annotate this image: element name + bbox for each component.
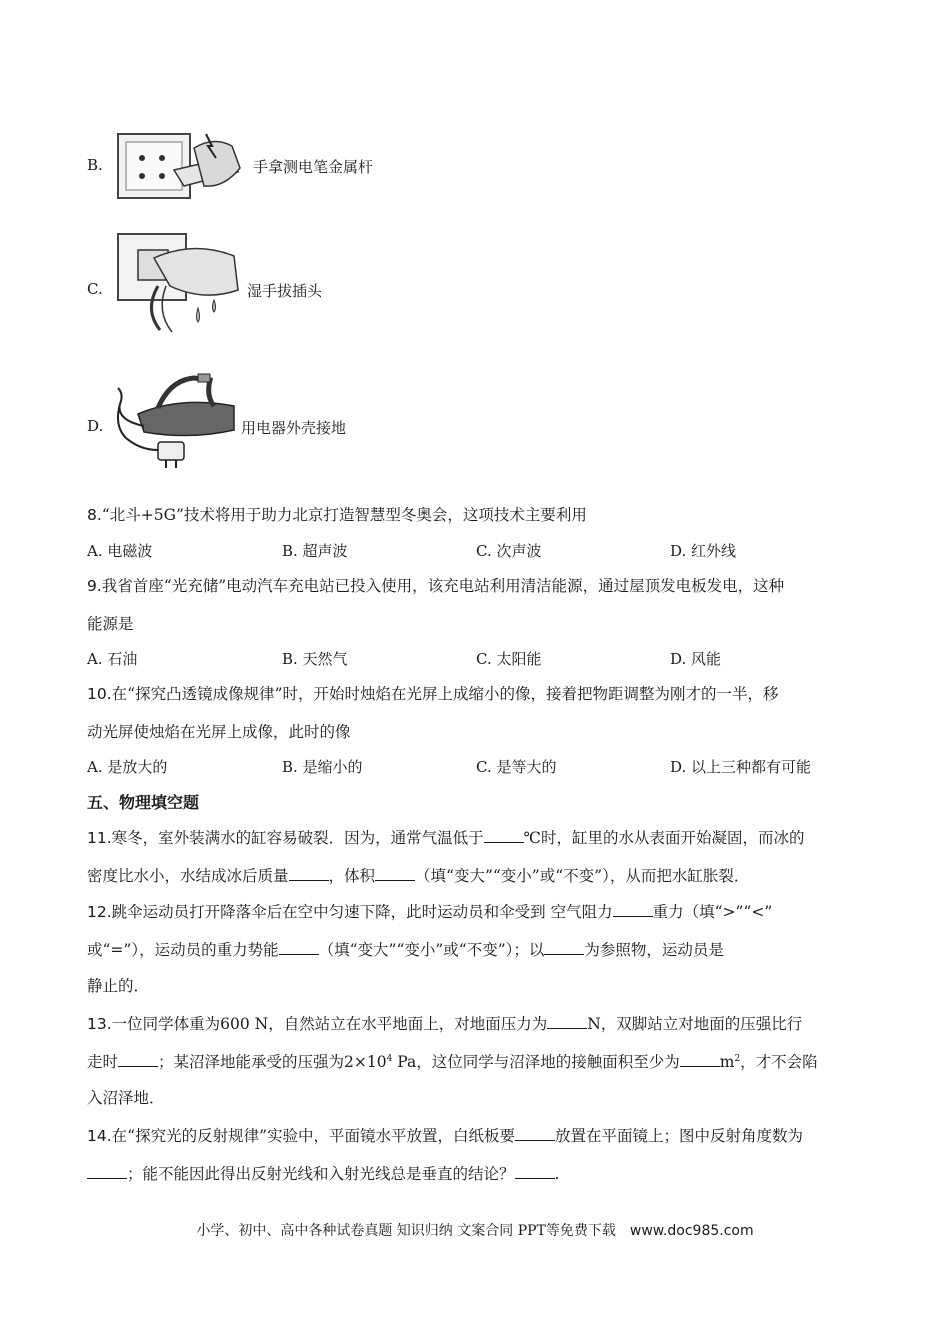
choice-c: C. 次声波: [476, 542, 542, 560]
answer-blank[interactable]: [289, 866, 329, 881]
tester-on-socket-icon: [114, 128, 244, 204]
option-b-text: 手拿测电笔金属杆: [253, 158, 374, 176]
answer-blank[interactable]: [544, 940, 584, 955]
page-footer: [0, 1220, 950, 1240]
answer-blank[interactable]: [484, 828, 524, 843]
question-9-line-2: 能源是: [87, 615, 134, 633]
question-12-line-2: 或“=”），运动员的重力势能 （填“变大”“变小”或“不变”）；以 为参照物，运动员是: [87, 941, 724, 959]
question-13-line-1: 13.一位同学体重为600 N，自然站立在水平地面上，对地面压力为 N，双脚站立对地面的压强比行: [87, 1015, 803, 1033]
question-13-line-2: 走时 ；某沼泽地能承受的压强为$2\times 10^4$ Pa，这位同学与沼泽地的接触面积至少为 $m^2$，才不会陷: [87, 1053, 818, 1071]
choice-b: B. 超声波: [282, 542, 348, 560]
choice-a: A. 是放大的: [87, 758, 168, 776]
answer-blank[interactable]: [118, 1052, 158, 1067]
question-14-line-1: 14.在“探究光的反射规律”实验中，平面镜水平放置，白纸板要 放置在平面镜上；图中反射角度数为: [87, 1127, 804, 1145]
choice-a: A. 石油: [87, 650, 138, 668]
choice-d: D. 以上三种都有可能: [670, 758, 812, 776]
section-title: 五、物理填空题: [87, 793, 200, 812]
option-c-text: 湿手拔插头: [247, 282, 323, 300]
answer-blank[interactable]: [547, 1014, 587, 1029]
question-8: 8.“北斗+5G”技术将用于助力北京打造智慧型冬奥会，这项技术主要利用: [87, 506, 587, 524]
answer-blank[interactable]: [613, 902, 653, 917]
option-d-letter: D.: [87, 417, 104, 435]
option-b-letter: B.: [87, 156, 103, 174]
choice-b: B. 是缩小的: [282, 758, 363, 776]
answer-blank[interactable]: [515, 1164, 555, 1179]
footer-url[interactable]: www.doc985.com: [629, 1223, 754, 1239]
question-12-line-3: 静止的．: [87, 977, 150, 995]
choice-a: A. 电磁波: [87, 542, 153, 560]
answer-blank[interactable]: [279, 940, 319, 955]
choice-d: D. 风能: [670, 650, 722, 668]
question-11-line-1: 11.寒冬，室外装满水的缸容易破裂．因为，通常气温低于 ℃时，缸里的水从表面开始凝固，而冰的: [87, 829, 805, 847]
question-10-line-2: 动光屏使烛焰在光屏上成像，此时的像: [87, 723, 351, 741]
question-14-line-2: ；能不能因此得出反射光线和入射光线总是垂直的结论？ .: [87, 1162, 559, 1184]
wet-hand-plug-icon: [114, 230, 244, 334]
choice-c: C. 太阳能: [476, 650, 542, 668]
option-c-letter: C.: [87, 280, 103, 298]
question-11-line-2: 密度比水小，水结成冰后质量 ，体积 （填“变大”“变小”或“不变”），从而把水缸胀裂．: [87, 867, 750, 885]
answer-blank[interactable]: [515, 1126, 555, 1141]
answer-blank[interactable]: [87, 1164, 127, 1179]
question-9-line-1: 9.我省首座“光充储”电动汽车充电站已投入使用，该充电站利用清洁能源，通过屋顶发电板发电，这种: [87, 577, 785, 595]
grounded-iron-icon: [110, 366, 240, 472]
answer-blank[interactable]: [375, 866, 415, 881]
choice-d: D. 红外线: [670, 542, 737, 560]
option-d-text: 用电器外壳接地: [241, 419, 347, 437]
question-12-line-1: 12.跳伞运动员打开降落伞后在空中匀速下降，此时运动员和伞受到 空气阻力 重力（填“>”“<”: [87, 903, 773, 921]
choice-c: C. 是等大的: [476, 758, 557, 776]
question-10-line-1: 10.在“探究凸透镜成像规律”时，开始时烛焰在光屏上成缩小的像，接着把物距调整为刚才的一半，移: [87, 685, 779, 703]
answer-blank[interactable]: [680, 1052, 720, 1067]
question-13-line-3: 入沼泽地．: [87, 1089, 165, 1107]
choice-b: B. 天然气: [282, 650, 348, 668]
footer-text: 小学、初中、高中各种试卷真题 知识归纳 文案合同 PPT等免费下载: [196, 1223, 616, 1239]
